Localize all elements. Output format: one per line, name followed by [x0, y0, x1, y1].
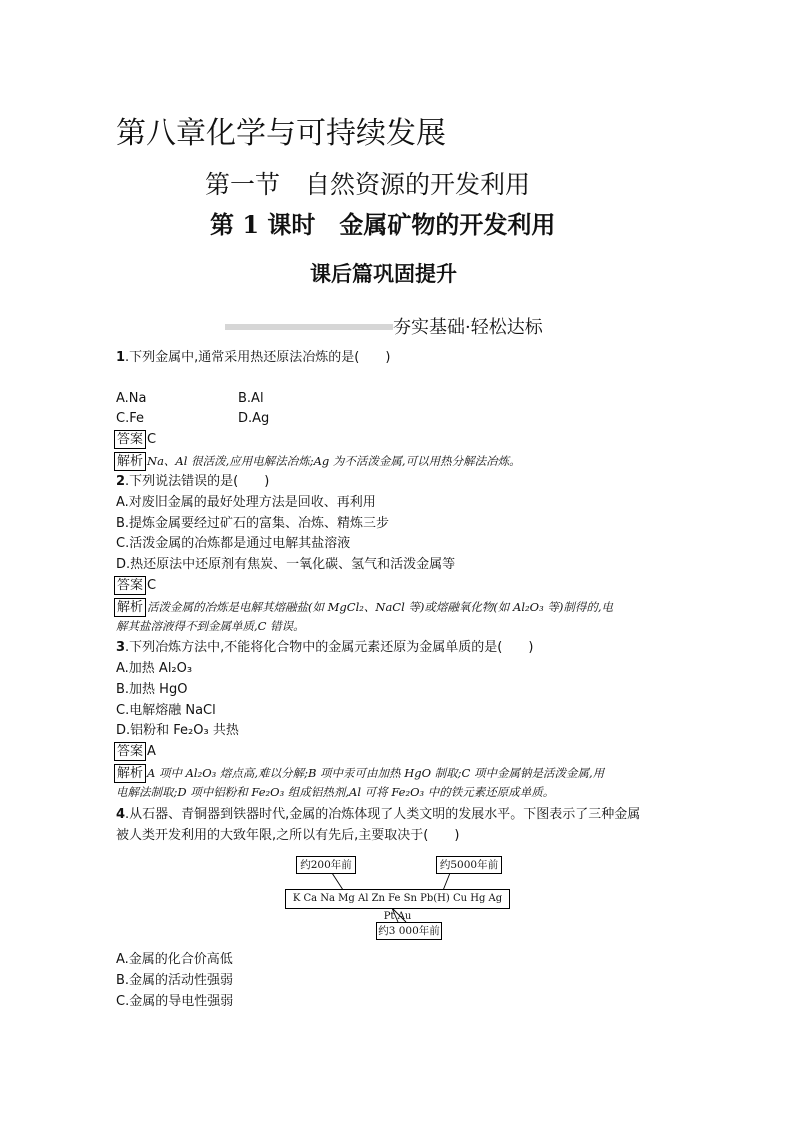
q2-analysis-text-2: 解其盐溶液得不到金属单质,C 错误。	[116, 619, 305, 633]
q4-number: 4	[116, 807, 126, 822]
q2-analysis-text-1: 活泼金属的冶炼是电解其熔融盐(如 MgCl₂、NaCl 等)或熔融氧化物(如 Al₂O₃ 等)制得的,电	[147, 600, 613, 614]
section-title: 第一节 自然资源的开发利用	[205, 170, 531, 199]
subsection-title: 夯实基础·轻松达标	[393, 317, 543, 338]
q1-answer-value: C	[147, 432, 157, 447]
q2-option-a: A.对废旧金属的最好处理方法是回收、再利用	[116, 495, 376, 510]
q3-option-b: B.加热 HgO	[116, 682, 188, 697]
q3-number: 3	[116, 640, 126, 655]
q2-answer-value: C	[147, 578, 157, 593]
q2-number: 2	[116, 474, 126, 489]
lesson-title: 第 1 课时 金属矿物的开发利用	[210, 210, 556, 239]
q3-option-c: C.电解熔融 NaCl	[116, 703, 216, 718]
label-5000-years: 约5000年前	[436, 856, 502, 874]
chapter-title: 第八章化学与可持续发展	[116, 116, 446, 151]
q1-option-a: A.Na	[116, 391, 147, 406]
q2-option-d: D.热还原法中还原剂有焦炭、一氧化碳、氢气和活泼金属等	[116, 557, 456, 572]
analysis-label: 解析	[114, 598, 146, 617]
q2-option-b: B.提炼金属要经过矿石的富集、冶炼、精炼三步	[116, 516, 390, 531]
metal-activity-series: K Ca Na Mg Al Zn Fe Sn Pb(H) Cu Hg Ag Pt Au	[285, 889, 510, 909]
label-200-years: 约200年前	[296, 856, 356, 874]
q3-option-d: D.铝粉和 Fe₂O₃ 共热	[116, 723, 239, 738]
q3-analysis-text-2: 电解法制取;D 项中铝粉和 Fe₂O₃ 组成铝热剂,Al 可将 Fe₂O₃ 中的铁元素还原成单质。	[116, 785, 555, 799]
q1-stem-text: .下列金属中,通常采用热还原法冶炼的是( )	[125, 350, 391, 365]
label-3000-years: 约3 000年前	[376, 922, 442, 940]
q4-option-a: A.金属的化合价高低	[116, 952, 233, 967]
part-title: 课后篇巩固提升	[310, 261, 457, 286]
answer-label: 答案	[114, 576, 146, 595]
q2-option-c: C.活泼金属的冶炼都是通过电解其盐溶液	[116, 536, 351, 551]
answer-label: 答案	[114, 430, 146, 449]
q1-option-b: B.Al	[238, 391, 264, 406]
q1-number: 1	[116, 350, 126, 365]
q2-stem-text: .下列说法错误的是( )	[125, 474, 270, 489]
analysis-label: 解析	[114, 452, 146, 471]
q3-answer-value: A	[147, 744, 156, 759]
q4-stem-text-1: .从石器、青铜器到铁器时代,金属的冶炼体现了人类文明的发展水平。下图表示了三种金属	[125, 807, 641, 822]
q4-option-b: B.金属的活动性强弱	[116, 973, 234, 988]
answer-label: 答案	[114, 742, 146, 761]
q3-stem-text: .下列冶炼方法中,不能将化合物中的金属元素还原为金属单质的是( )	[125, 640, 534, 655]
q4-stem-text-2: 被人类开发利用的大致年限,之所以有先后,主要取决于( )	[116, 828, 460, 843]
q1-analysis-text: Na、Al 很活泼,应用电解法冶炼;Ag 为不活泼金属,可以用热分解法冶炼。	[147, 454, 521, 468]
q4-option-c: C.金属的导电性强弱	[116, 994, 234, 1009]
q1-option-c: C.Fe	[116, 411, 144, 426]
q3-analysis-text-1: A 项中 Al₂O₃ 熔点高,难以分解;B 项中汞可由加热 HgO 制取;C 项中金属钠是活泼金属,用	[147, 766, 605, 780]
q3-option-a: A.加热 Al₂O₃	[116, 661, 193, 676]
q1-option-d: D.Ag	[238, 411, 270, 426]
analysis-label: 解析	[114, 764, 146, 783]
